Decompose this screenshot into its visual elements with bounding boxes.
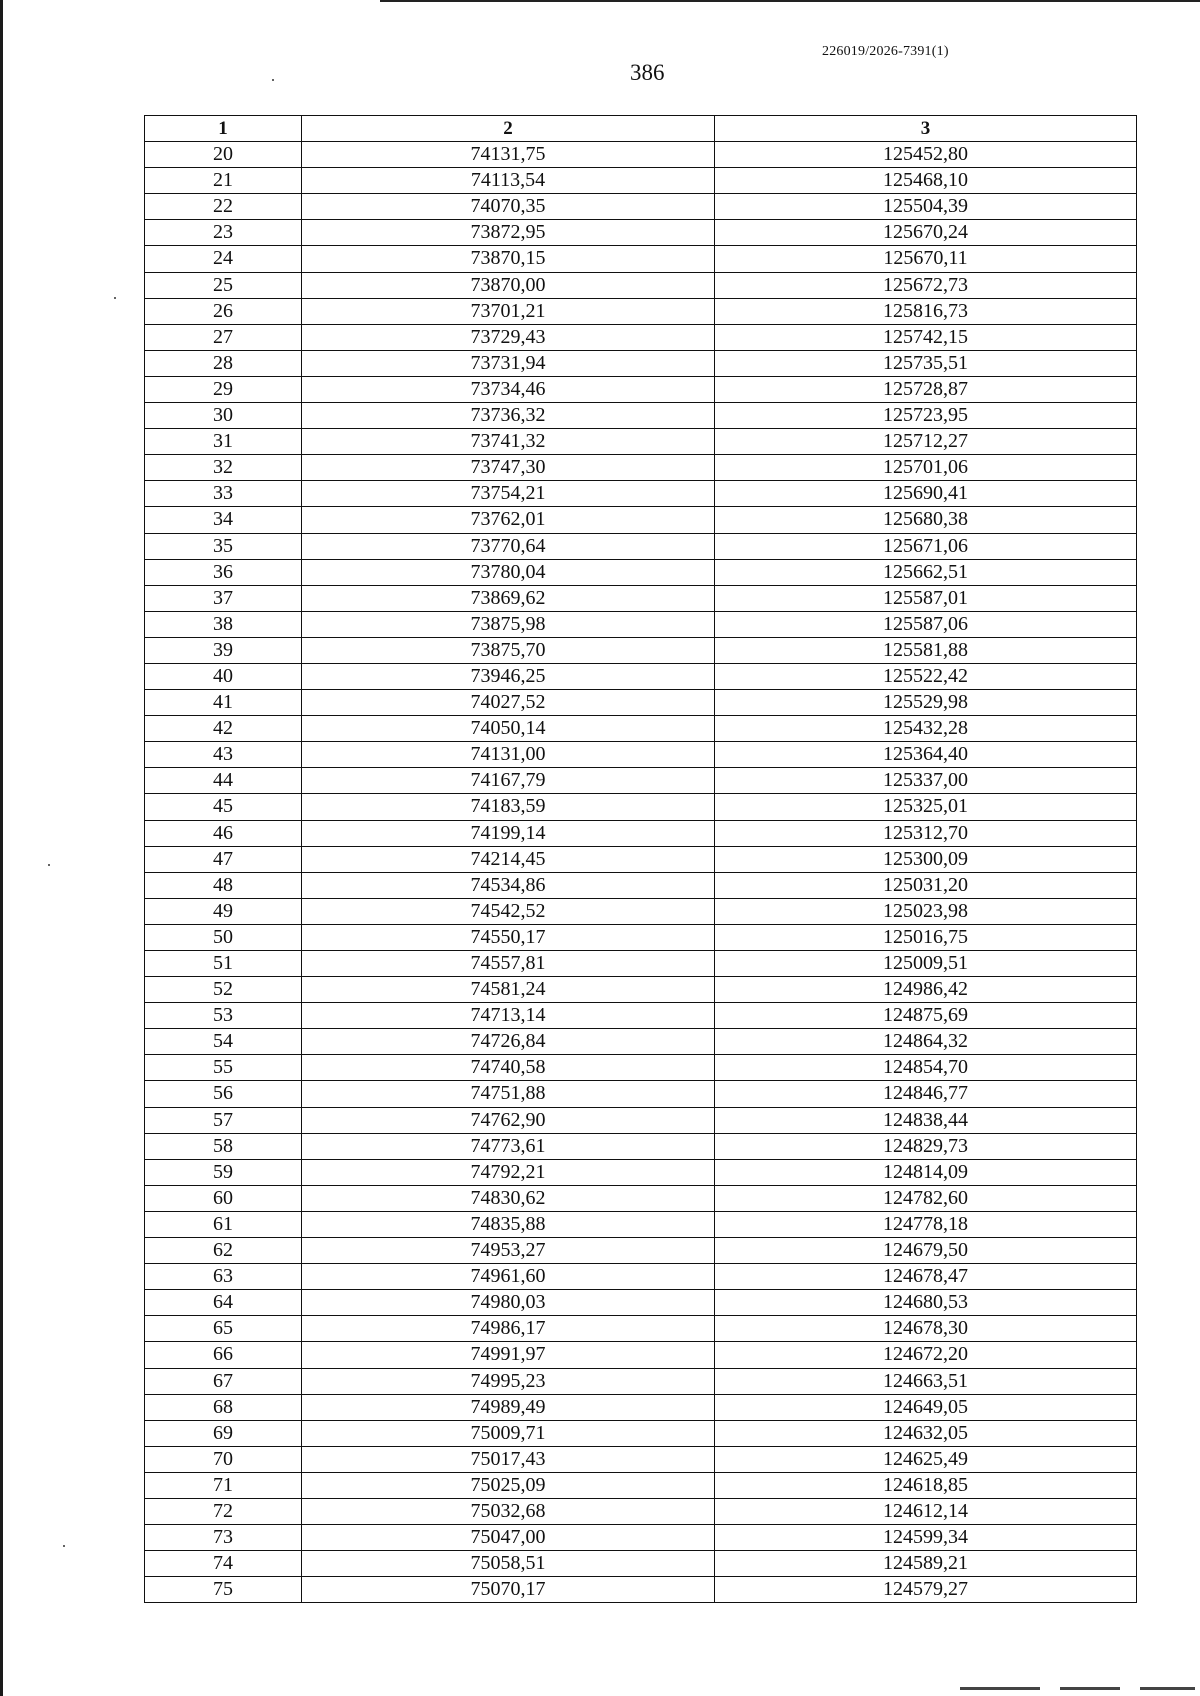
y-coordinate-cell: 125816,73 [715,298,1137,324]
y-coordinate-cell: 124589,21 [715,1551,1137,1577]
x-coordinate-cell: 74762,90 [302,1107,715,1133]
x-coordinate-cell: 74542,52 [302,898,715,924]
scan-mark [960,1687,1040,1690]
y-coordinate-cell: 125016,75 [715,924,1137,950]
x-coordinate-cell: 74991,97 [302,1342,715,1368]
y-coordinate-cell: 124599,34 [715,1525,1137,1551]
table-row [145,403,1137,429]
y-coordinate-cell: 124680,53 [715,1290,1137,1316]
table-row [145,716,1137,742]
y-coordinate-cell: 124678,47 [715,1264,1137,1290]
x-coordinate-cell: 74131,00 [302,742,715,768]
y-coordinate-cell: 125581,88 [715,637,1137,663]
point-number-cell: 69 [145,1420,302,1446]
point-number-cell: 63 [145,1264,302,1290]
x-coordinate-cell: 74557,81 [302,951,715,977]
x-coordinate-cell: 75009,71 [302,1420,715,1446]
point-number-cell: 70 [145,1446,302,1472]
x-coordinate-cell: 74027,52 [302,690,715,716]
point-number-cell: 38 [145,611,302,637]
y-coordinate-cell: 124854,70 [715,1055,1137,1081]
table-row [145,194,1137,220]
point-number-cell: 28 [145,350,302,376]
point-number-cell: 36 [145,559,302,585]
point-number-cell: 57 [145,1107,302,1133]
x-coordinate-cell: 73701,21 [302,298,715,324]
x-coordinate-cell: 74113,54 [302,168,715,194]
table-row [145,272,1137,298]
x-coordinate-cell: 75058,51 [302,1551,715,1577]
x-coordinate-cell: 73754,21 [302,481,715,507]
point-number-cell: 56 [145,1081,302,1107]
table-row [145,1316,1137,1342]
column-header: 2 [302,116,715,142]
table-row [145,246,1137,272]
point-number-cell: 27 [145,324,302,350]
x-coordinate-cell: 73870,15 [302,246,715,272]
point-number-cell: 37 [145,585,302,611]
point-number-cell: 24 [145,246,302,272]
x-coordinate-cell: 74167,79 [302,768,715,794]
x-coordinate-cell: 73870,00 [302,272,715,298]
table-row [145,898,1137,924]
x-coordinate-cell: 74131,75 [302,142,715,168]
column-header: 3 [715,116,1137,142]
point-number-cell: 23 [145,220,302,246]
point-number-cell: 73 [145,1525,302,1551]
table-row [145,1420,1137,1446]
column-header: 1 [145,116,302,142]
y-coordinate-cell: 125701,06 [715,455,1137,481]
y-coordinate-cell: 125452,80 [715,142,1137,168]
table-row [145,481,1137,507]
point-number-cell: 40 [145,663,302,689]
x-coordinate-cell: 74953,27 [302,1238,715,1264]
x-coordinate-cell: 73747,30 [302,455,715,481]
table-row [145,455,1137,481]
point-number-cell: 45 [145,794,302,820]
y-coordinate-cell: 125522,42 [715,663,1137,689]
point-number-cell: 58 [145,1133,302,1159]
y-coordinate-cell: 125023,98 [715,898,1137,924]
table-row [145,324,1137,350]
point-number-cell: 51 [145,951,302,977]
y-coordinate-cell: 124663,51 [715,1368,1137,1394]
point-number-cell: 29 [145,376,302,402]
y-coordinate-cell: 125712,27 [715,429,1137,455]
y-coordinate-cell: 124864,32 [715,1029,1137,1055]
x-coordinate-cell: 74726,84 [302,1029,715,1055]
point-number-cell: 30 [145,403,302,429]
y-coordinate-cell: 125468,10 [715,168,1137,194]
x-coordinate-cell: 73762,01 [302,507,715,533]
y-coordinate-cell: 125529,98 [715,690,1137,716]
x-coordinate-cell: 74581,24 [302,977,715,1003]
y-coordinate-cell: 125587,06 [715,611,1137,637]
y-coordinate-cell: 125670,24 [715,220,1137,246]
table-row [145,1081,1137,1107]
y-coordinate-cell: 125312,70 [715,820,1137,846]
point-number-cell: 65 [145,1316,302,1342]
point-number-cell: 54 [145,1029,302,1055]
table-header-row [145,116,1137,142]
y-coordinate-cell: 125432,28 [715,716,1137,742]
x-coordinate-cell: 73869,62 [302,585,715,611]
point-number-cell: 47 [145,846,302,872]
table-row [145,1185,1137,1211]
y-coordinate-cell: 125325,01 [715,794,1137,820]
table-row [145,846,1137,872]
table-row [145,1133,1137,1159]
x-coordinate-cell: 74830,62 [302,1185,715,1211]
table-row [145,794,1137,820]
point-number-cell: 44 [145,768,302,794]
scan-speck [114,297,116,299]
point-number-cell: 50 [145,924,302,950]
x-coordinate-cell: 74713,14 [302,1003,715,1029]
point-number-cell: 34 [145,507,302,533]
y-coordinate-cell: 125662,51 [715,559,1137,585]
table-row [145,690,1137,716]
point-number-cell: 20 [145,142,302,168]
x-coordinate-cell: 74550,17 [302,924,715,950]
x-coordinate-cell: 74792,21 [302,1159,715,1185]
x-coordinate-cell: 73770,64 [302,533,715,559]
table-row [145,951,1137,977]
x-coordinate-cell: 74995,23 [302,1368,715,1394]
y-coordinate-cell: 125300,09 [715,846,1137,872]
scan-mark [1060,1687,1120,1690]
x-coordinate-cell: 73780,04 [302,559,715,585]
point-number-cell: 55 [145,1055,302,1081]
table-body [145,142,1137,1603]
point-number-cell: 22 [145,194,302,220]
table-row [145,1525,1137,1551]
table-row [145,1159,1137,1185]
point-number-cell: 62 [145,1238,302,1264]
x-coordinate-cell: 75025,09 [302,1472,715,1498]
scan-speck [63,1545,65,1547]
point-number-cell: 26 [145,298,302,324]
table-row [145,585,1137,611]
y-coordinate-cell: 124625,49 [715,1446,1137,1472]
x-coordinate-cell: 74989,49 [302,1394,715,1420]
table-row [145,1472,1137,1498]
point-number-cell: 72 [145,1498,302,1524]
y-coordinate-cell: 125690,41 [715,481,1137,507]
table-row [145,1290,1137,1316]
x-coordinate-cell: 73729,43 [302,324,715,350]
x-coordinate-cell: 73741,32 [302,429,715,455]
y-coordinate-cell: 125364,40 [715,742,1137,768]
point-number-cell: 41 [145,690,302,716]
x-coordinate-cell: 74070,35 [302,194,715,220]
table-row [145,663,1137,689]
document-reference: 226019/2026-7391(1) [822,44,949,59]
point-number-cell: 74 [145,1551,302,1577]
point-number-cell: 67 [145,1368,302,1394]
x-coordinate-cell: 73872,95 [302,220,715,246]
y-coordinate-cell: 124579,27 [715,1577,1137,1603]
y-coordinate-cell: 125670,11 [715,246,1137,272]
x-coordinate-cell: 75032,68 [302,1498,715,1524]
table-row [145,1368,1137,1394]
point-number-cell: 64 [145,1290,302,1316]
x-coordinate-cell: 73736,32 [302,403,715,429]
x-coordinate-cell: 75047,00 [302,1525,715,1551]
y-coordinate-cell: 125735,51 [715,350,1137,376]
y-coordinate-cell: 124612,14 [715,1498,1137,1524]
point-number-cell: 35 [145,533,302,559]
x-coordinate-cell: 74050,14 [302,716,715,742]
y-coordinate-cell: 125009,51 [715,951,1137,977]
y-coordinate-cell: 125031,20 [715,872,1137,898]
table-row [145,220,1137,246]
y-coordinate-cell: 124632,05 [715,1420,1137,1446]
coordinates-table [144,115,1137,1603]
scan-edge-left [0,0,3,1696]
point-number-cell: 46 [145,820,302,846]
point-number-cell: 75 [145,1577,302,1603]
table-row [145,872,1137,898]
y-coordinate-cell: 124678,30 [715,1316,1137,1342]
y-coordinate-cell: 124778,18 [715,1211,1137,1237]
x-coordinate-cell: 74986,17 [302,1316,715,1342]
point-number-cell: 39 [145,637,302,663]
table-row [145,376,1137,402]
y-coordinate-cell: 124846,77 [715,1081,1137,1107]
x-coordinate-cell: 74980,03 [302,1290,715,1316]
table-row [145,1264,1137,1290]
x-coordinate-cell: 73731,94 [302,350,715,376]
y-coordinate-cell: 124672,20 [715,1342,1137,1368]
table-row [145,1029,1137,1055]
x-coordinate-cell: 74183,59 [302,794,715,820]
point-number-cell: 42 [145,716,302,742]
x-coordinate-cell: 74534,86 [302,872,715,898]
x-coordinate-cell: 74961,60 [302,1264,715,1290]
y-coordinate-cell: 124814,09 [715,1159,1137,1185]
page-number: 386 [630,60,665,85]
point-number-cell: 43 [145,742,302,768]
y-coordinate-cell: 124986,42 [715,977,1137,1003]
y-coordinate-cell: 124782,60 [715,1185,1137,1211]
point-number-cell: 66 [145,1342,302,1368]
table-row [145,1211,1137,1237]
x-coordinate-cell: 73875,98 [302,611,715,637]
x-coordinate-cell: 73946,25 [302,663,715,689]
table-row [145,350,1137,376]
point-number-cell: 61 [145,1211,302,1237]
table-row [145,429,1137,455]
y-coordinate-cell: 124875,69 [715,1003,1137,1029]
table-row [145,298,1137,324]
table-row [145,559,1137,585]
y-coordinate-cell: 125742,15 [715,324,1137,350]
y-coordinate-cell: 125680,38 [715,507,1137,533]
x-coordinate-cell: 74214,45 [302,846,715,872]
table-row [145,1342,1137,1368]
table-row [145,1577,1137,1603]
y-coordinate-cell: 125728,87 [715,376,1137,402]
point-number-cell: 32 [145,455,302,481]
table-row [145,1498,1137,1524]
point-number-cell: 60 [145,1185,302,1211]
point-number-cell: 68 [145,1394,302,1420]
point-number-cell: 48 [145,872,302,898]
table-row [145,1238,1137,1264]
table-row [145,637,1137,663]
table-row [145,1055,1137,1081]
table-row [145,611,1137,637]
table-row [145,533,1137,559]
table-row [145,1107,1137,1133]
table-row [145,1446,1137,1472]
y-coordinate-cell: 125723,95 [715,403,1137,429]
table-row [145,742,1137,768]
y-coordinate-cell: 124649,05 [715,1394,1137,1420]
x-coordinate-cell: 73734,46 [302,376,715,402]
y-coordinate-cell: 125337,00 [715,768,1137,794]
table-row [145,977,1137,1003]
table-row [145,768,1137,794]
table-row [145,1551,1137,1577]
table-row [145,507,1137,533]
y-coordinate-cell: 125587,01 [715,585,1137,611]
y-coordinate-cell: 124618,85 [715,1472,1137,1498]
x-coordinate-cell: 74740,58 [302,1055,715,1081]
y-coordinate-cell: 125504,39 [715,194,1137,220]
point-number-cell: 59 [145,1159,302,1185]
point-number-cell: 25 [145,272,302,298]
point-number-cell: 33 [145,481,302,507]
x-coordinate-cell: 74835,88 [302,1211,715,1237]
x-coordinate-cell: 74751,88 [302,1081,715,1107]
table-row [145,1394,1137,1420]
point-number-cell: 49 [145,898,302,924]
y-coordinate-cell: 124679,50 [715,1238,1137,1264]
table-row [145,1003,1137,1029]
x-coordinate-cell: 75070,17 [302,1577,715,1603]
y-coordinate-cell: 124838,44 [715,1107,1137,1133]
point-number-cell: 71 [145,1472,302,1498]
scan-mark [1140,1687,1195,1690]
x-coordinate-cell: 73875,70 [302,637,715,663]
scan-speck [272,79,274,81]
point-number-cell: 52 [145,977,302,1003]
table-row [145,820,1137,846]
x-coordinate-cell: 74773,61 [302,1133,715,1159]
y-coordinate-cell: 125671,06 [715,533,1137,559]
point-number-cell: 53 [145,1003,302,1029]
table-row [145,168,1137,194]
table-row [145,142,1137,168]
scan-edge-top [380,0,1200,2]
table-row [145,924,1137,950]
point-number-cell: 21 [145,168,302,194]
y-coordinate-cell: 124829,73 [715,1133,1137,1159]
y-coordinate-cell: 125672,73 [715,272,1137,298]
x-coordinate-cell: 74199,14 [302,820,715,846]
point-number-cell: 31 [145,429,302,455]
scan-speck [48,864,50,866]
x-coordinate-cell: 75017,43 [302,1446,715,1472]
